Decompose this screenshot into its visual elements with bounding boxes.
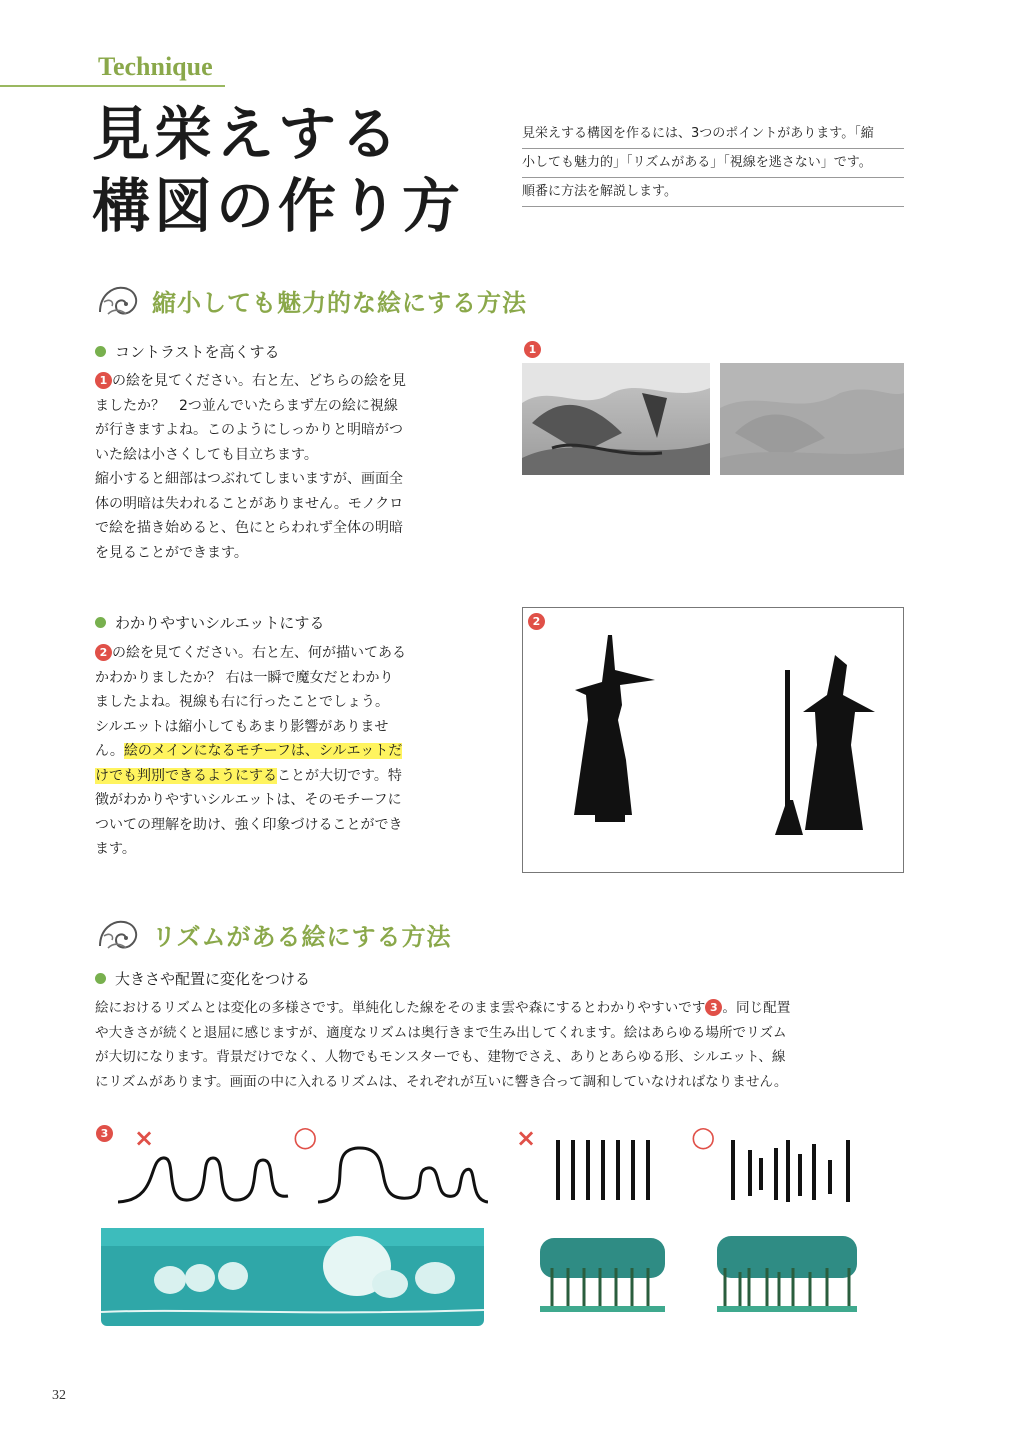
para-line: ましたか？ 2つ並んでいたらまず左の絵に視線 xyxy=(95,397,398,414)
para-line: ついての理解を助け、強く印象づけることができ xyxy=(95,816,403,833)
figure-1-low-contrast-image xyxy=(720,363,904,475)
varied-vertical-lines xyxy=(728,1140,858,1210)
subheading-text: コントラストを高くする xyxy=(115,343,280,361)
subheading xyxy=(95,968,310,989)
para-line: いた絵は小さくしても目立ちます。 xyxy=(95,446,318,463)
para-line: 1 の絵を見てください。右と左、どちらの絵を見 xyxy=(95,369,406,394)
paragraph xyxy=(95,369,406,565)
figure-1-marker: 1 xyxy=(524,341,541,358)
section-title: リズムがある絵にする方法 xyxy=(152,922,452,951)
good-mark-icon: ○ xyxy=(293,1120,318,1153)
bullet-dot-icon xyxy=(95,973,106,984)
para-line: が大切になります。背景だけでなく、人物でもモンスターでも、建物でさえ、ありとあらゆる形、シルエット、線 xyxy=(95,1049,786,1065)
para-line: ます。 xyxy=(95,841,136,857)
bad-mark-icon: × xyxy=(516,1124,537,1152)
para-line: かわかりましたか？ 右は一瞬で魔女だとわかり xyxy=(95,669,394,686)
para-line: 体の明暗は失われることがありません。モノクロ xyxy=(95,495,404,512)
paragraph xyxy=(95,641,406,862)
para-line: ましたよね。視線も右に行ったことでしょう。 xyxy=(95,694,389,710)
para-line: 縮小すると細部はつぶれてしまいますが、画面全 xyxy=(95,471,403,487)
uniform-vertical-lines xyxy=(553,1140,663,1210)
subheading xyxy=(95,612,324,633)
good-mark-icon: ○ xyxy=(691,1120,716,1153)
bad-mark-icon: × xyxy=(134,1124,155,1152)
section-heading xyxy=(96,280,527,320)
witch-silhouette-unclear xyxy=(560,630,670,850)
varied-forest-illustration xyxy=(715,1228,860,1314)
bullet-dot-icon xyxy=(95,346,106,357)
para-line: が行きますよね。このようにしっかりと明暗がつ xyxy=(95,422,403,438)
page-title-line1: 見栄えする xyxy=(92,100,403,168)
section-title: 縮小しても魅力的な絵にする方法 xyxy=(152,288,527,317)
para-line: けでも判別できるようにすることが大切です。特 xyxy=(95,767,402,784)
witch-silhouette-clear xyxy=(765,650,875,850)
para-line: 絵におけるリズムとは変化の多様さです。単純化した線をそのまま雲や森にするとわかりやすいです 3 。同じ配置 xyxy=(95,1000,791,1016)
marker-1: 1 xyxy=(95,372,112,389)
intro-line: 小しても魅力的」「リズムがある」「視線を逃さない」です。 xyxy=(522,149,904,178)
cloud-rhythm-illustration xyxy=(95,1220,490,1332)
subheading-text: 大きさや配置に変化をつける xyxy=(115,970,311,988)
para-line: シルエットは縮小してもあまり影響がありませ xyxy=(95,718,389,735)
figure-3-marker: 3 xyxy=(96,1125,113,1142)
para-line: 2 の絵を見てください。右と左、何が描いてある xyxy=(95,641,406,666)
highlighted-text: けでも判別できるようにする xyxy=(95,767,277,784)
technique-label: Technique xyxy=(98,52,213,81)
page-title xyxy=(92,98,464,242)
figure-1-high-contrast-image xyxy=(522,363,710,475)
highlighted-text: 絵のメインになるモチーフは、シルエットだ xyxy=(123,743,403,759)
figure-2-marker: 2 xyxy=(528,613,545,630)
ornament-icon xyxy=(96,280,144,320)
bullet-dot-icon xyxy=(95,617,106,628)
uniform-forest-illustration xyxy=(540,1228,665,1314)
page-title-line2: 構図の作り方 xyxy=(92,172,465,240)
marker-3: 3 xyxy=(705,999,722,1016)
technique-rule xyxy=(0,85,225,87)
marker-2: 2 xyxy=(95,644,112,661)
para-line: 徴がわかりやすいシルエットは、そのモチーフに xyxy=(95,792,402,808)
subheading-text: わかりやすいシルエットにする xyxy=(115,614,325,632)
subheading xyxy=(95,341,280,362)
loop-lines-illustration xyxy=(118,1140,488,1220)
para-line: を見ることができます。 xyxy=(95,544,248,561)
para-line: にリズムがあります。画面の中に入れるリズムは、それぞれが互いに響き合って調和していなければなりません。 xyxy=(95,1073,788,1090)
para-line: ん。絵のメインになるモチーフは、シルエットだ xyxy=(95,743,403,759)
page-number: 32 xyxy=(52,1388,66,1403)
section-heading xyxy=(96,914,452,954)
paragraph xyxy=(95,996,790,1094)
para-line: で絵を描き始めると、色にとらわれず全体の明暗 xyxy=(95,520,403,536)
intro-line: 見栄えする構図を作るには、3つのポイントがあります。「縮 xyxy=(522,120,904,149)
para-line: や大きさが続くと退屈に感じますが、適度なリズムは奥行きまで生み出してくれます。絵はあらゆる場所でリズム xyxy=(95,1024,787,1041)
intro-text xyxy=(522,120,904,207)
ornament-icon xyxy=(96,914,144,954)
intro-line: 順番に方法を解説します。 xyxy=(522,178,904,207)
